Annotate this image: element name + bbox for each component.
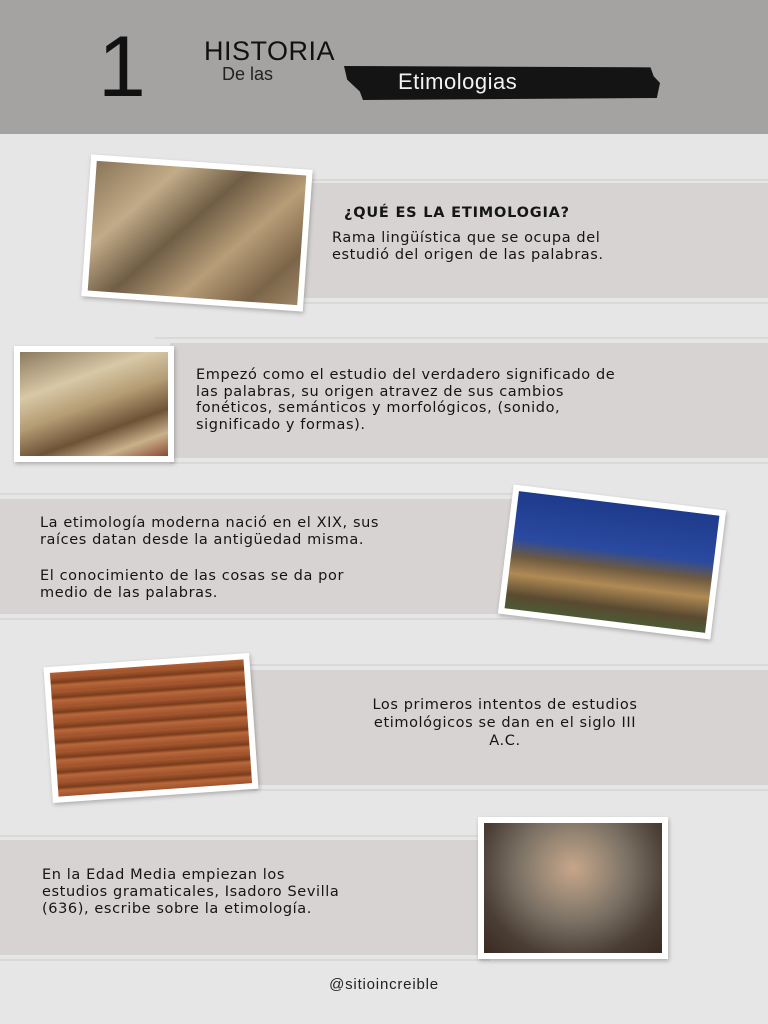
band-divider xyxy=(270,302,768,304)
old-books-photo xyxy=(14,346,174,462)
band-divider xyxy=(230,664,768,666)
section-4-line-2: etimológicos se dan en el siglo III xyxy=(373,715,637,731)
band-divider xyxy=(155,337,768,339)
section-number: 1 xyxy=(98,19,146,115)
section-5-line-2: estudios gramaticales, Isadoro Sevilla xyxy=(42,884,340,900)
footer-handle: @sitioincreible xyxy=(329,976,439,993)
section-5-line-3: (636), escribe sobre la etimología. xyxy=(42,901,312,917)
section-1-heading: ¿QUÉ ES LA ETIMOLOGIA? xyxy=(344,205,570,221)
header-banner xyxy=(0,0,768,134)
section-3-line-3: El conocimiento de las cosas se da por xyxy=(40,568,345,584)
band-divider xyxy=(0,835,490,837)
section-1-line-2: estudió del origen de las palabras. xyxy=(332,247,604,263)
band-divider xyxy=(270,179,768,181)
page-subtitle: De las xyxy=(222,64,274,84)
section-4-line-1: Los primeros intentos de estudios xyxy=(372,697,638,713)
colosseum-photo xyxy=(498,484,726,639)
section-2-line-3: fonéticos, semánticos y morfológicos, (sonido, xyxy=(196,400,561,416)
section-2-line-2: las palabras, su origen atravez de sus cambios xyxy=(196,384,565,400)
trevi-fountain-photo xyxy=(81,154,312,311)
page-title: HISTORIA xyxy=(204,36,336,66)
band-divider xyxy=(0,493,540,495)
section-2-line-1: Empezó como el estudio del verdadero significado de xyxy=(196,367,616,383)
section-3-line-1: La etimología moderna nació en el XIX, sus xyxy=(40,515,380,531)
title-highlight: Etimologias xyxy=(398,69,518,94)
band-divider xyxy=(0,959,490,961)
band-divider xyxy=(240,789,768,791)
section-1-line-1: Rama lingüística que se ocupa del xyxy=(332,230,601,246)
section-3-line-4: medio de las palabras. xyxy=(40,585,218,601)
greek-inscription-photo xyxy=(44,653,259,803)
scholar-portrait-photo xyxy=(478,817,668,959)
section-4-line-3: A.C. xyxy=(489,733,521,749)
band-divider xyxy=(170,462,768,464)
section-3-line-2: raíces datan desde la antigüedad misma. xyxy=(40,532,365,548)
band-divider xyxy=(0,618,530,620)
section-2-line-4: significado y formas). xyxy=(196,417,366,433)
section-5-line-1: En la Edad Media empiezan los xyxy=(42,867,286,883)
